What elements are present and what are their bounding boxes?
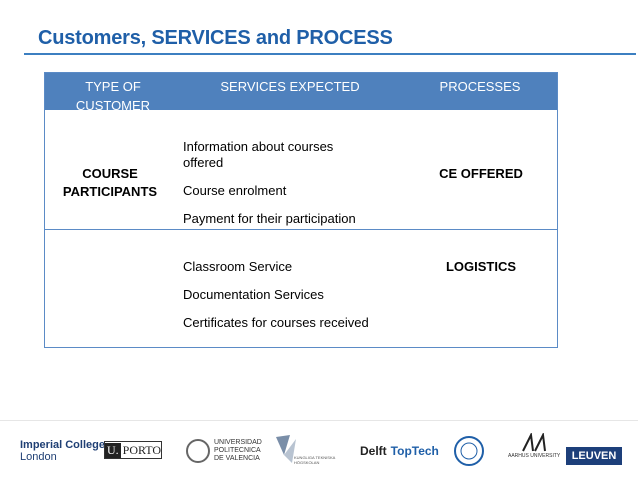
header-type-line1: TYPE OF <box>85 79 141 94</box>
row2-services <box>183 259 383 331</box>
delft-toptech-logo <box>360 433 439 469</box>
kth-line2: HÖGSKOLAN <box>294 460 320 465</box>
upv-line3: DE VALENCIA <box>214 455 260 462</box>
upv-line1: UNIVERSIDAD <box>214 439 262 446</box>
row1-customer-line2: PARTICIPANTS <box>62 184 158 199</box>
service-item: Information about courses <box>183 139 334 154</box>
title-divider <box>24 53 636 55</box>
uporto-text: PORTO <box>122 442 162 457</box>
table-header <box>45 73 557 113</box>
imperial-college-logo <box>20 433 105 469</box>
toptech-text: TopTech <box>390 444 439 458</box>
uporto-logo <box>104 441 162 459</box>
row1-customer <box>55 165 165 201</box>
seal-icon <box>453 433 485 469</box>
university-seal-logo <box>453 433 485 469</box>
header-type-line2: CUSTOMER <box>75 98 151 113</box>
kth-logo <box>274 433 346 469</box>
header-processes: PROCESSES <box>439 79 521 94</box>
aarhus-logo <box>508 433 560 469</box>
footer-divider <box>0 420 638 421</box>
service-item: Documentation Services <box>183 287 324 302</box>
service-item: Certificates for courses received <box>183 315 369 330</box>
imperial-city: London <box>20 451 57 463</box>
upv-shield-icon <box>186 439 210 463</box>
leuven-logo: LEUVEN <box>566 447 622 465</box>
aarhus-emblem-icon <box>519 433 549 453</box>
row1-customer-line1: COURSE <box>82 166 138 181</box>
header-services-expected: SERVICES EXPECTED <box>220 79 360 94</box>
row1-services <box>183 139 383 227</box>
row2-process: LOGISTICS <box>445 259 517 274</box>
upv-logo <box>186 433 262 469</box>
row1-process: CE OFFERED <box>439 166 523 181</box>
upv-line2: POLITECNICA <box>214 447 261 454</box>
row-divider <box>45 229 557 230</box>
slide-title: Customers, SERVICES and PROCESS <box>38 27 393 49</box>
services-table <box>44 72 558 348</box>
uporto-u: U. <box>106 442 119 457</box>
service-item: Payment for their participation <box>183 211 356 226</box>
service-item: Course enrolment <box>183 183 287 198</box>
header-type-of-customer <box>61 77 165 115</box>
service-item: Classroom Service <box>183 259 293 274</box>
imperial-name: Imperial College <box>20 439 105 451</box>
delft-text: Delft <box>360 444 387 458</box>
service-item: offered <box>183 155 224 170</box>
kth-line1: KUNGLIGA TEKNISKA <box>294 455 336 460</box>
aarhus-text: AARHUS UNIVERSITY <box>508 453 561 459</box>
